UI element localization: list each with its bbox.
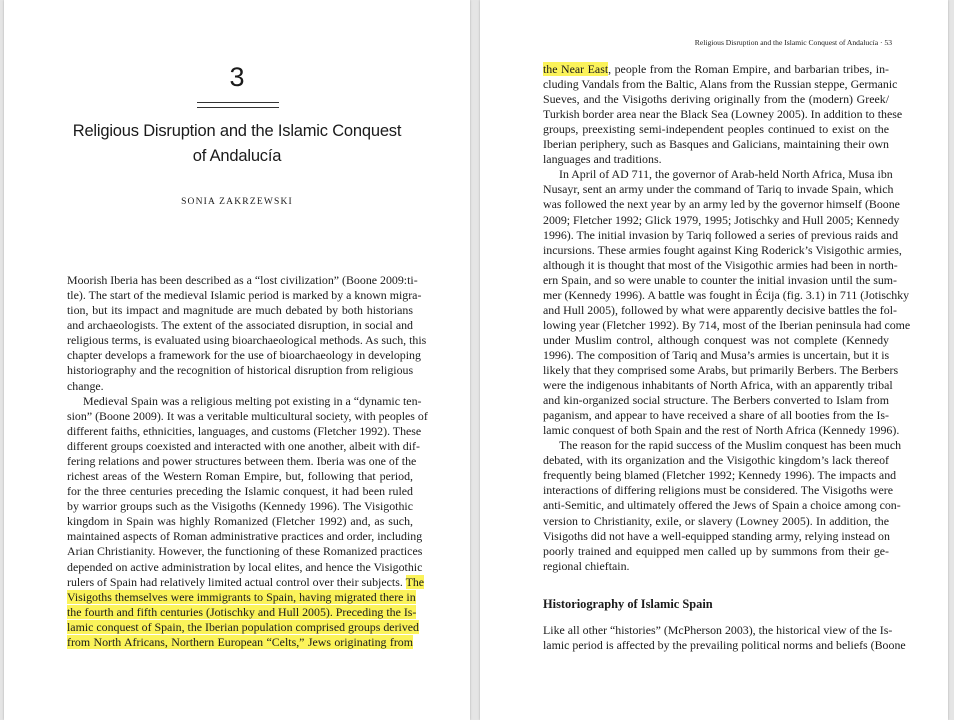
text-line <box>543 483 893 498</box>
text-line <box>67 575 425 590</box>
text-line <box>543 498 901 513</box>
text-span: anti-Semitic, and ultimately offered the Jews of Spain a choice among con- <box>543 498 901 512</box>
text-line <box>67 363 413 378</box>
text-span: under Muslim control, although conquest was not complete (Kennedy <box>543 333 889 347</box>
text-span: rulers of Spain had relatively limited actual control over their subjects. <box>67 575 406 589</box>
text-line <box>543 197 900 212</box>
text-span: 1996). The composition of Tariq and Musa’s armies is uncertain, but it is <box>543 348 890 362</box>
text-line <box>543 348 889 363</box>
text-line <box>543 623 893 638</box>
text-line <box>67 409 428 424</box>
highlighted-text: the fourth and fifth centuries (Jotischky and Hull 2005). Preceding the Is- <box>67 605 417 619</box>
text-span: 1996). The initial invasion by Tariq followed a series of previous raids and <box>543 228 899 242</box>
text-span: tion, but its impact and magnitude are much debated by both historians <box>67 303 413 317</box>
text-span: was followed the next year by an army led by the governor himself (Boone <box>543 197 900 211</box>
text-line <box>543 408 889 423</box>
text-line <box>543 288 910 303</box>
text-line <box>543 378 893 393</box>
text-span: change. <box>67 379 104 393</box>
text-span: 2009; Fletcher 1992; Glick 1979, 1995; Jotischky and Hull 2005; Kennedy <box>543 213 900 227</box>
text-span: and Hull 2005), followed by what were apparently decisive battles the fol- <box>543 303 897 317</box>
text-line <box>543 514 889 529</box>
text-span: lamic conquest of both Spain and the rest of North Africa (Kennedy 1996). <box>543 423 900 437</box>
text-line <box>67 620 420 635</box>
text-line <box>543 529 889 544</box>
text-line <box>543 137 889 152</box>
text-line <box>543 544 889 559</box>
text-line <box>67 635 413 650</box>
highlighted-text: The <box>405 575 425 589</box>
text-line <box>67 544 423 559</box>
text-span: richest areas of the Western Roman Empire, but, following that period, <box>67 469 413 483</box>
text-line <box>67 333 427 348</box>
text-span: depended on active administration by local elites, and hence the Visigothic <box>67 560 423 574</box>
text-span: were the indigenous inhabitants of North Africa, with an apparently tribal <box>543 378 893 392</box>
text-line <box>67 273 418 288</box>
text-line <box>543 453 889 468</box>
text-span: sion” (Boone 2009). It was a veritable multicultural society, with peoples of <box>67 409 428 423</box>
text-line <box>67 439 420 454</box>
text-line <box>543 62 889 77</box>
text-span: paganism, and appear to have received a share of all booties from the Is- <box>543 408 889 422</box>
text-span: incursions. These armies fought against King Roderick’s Visigothic armies, <box>543 243 902 257</box>
text-line <box>67 605 417 620</box>
text-span: Sueves, and the Visigoths deriving originally from the (modern) Greek/ <box>543 92 889 106</box>
chapter-title-line-1: Religious Disruption and the Islamic Conquest <box>72 122 402 140</box>
left-page <box>4 0 470 720</box>
text-line <box>67 348 421 363</box>
text-line <box>543 228 899 243</box>
text-line <box>543 243 902 258</box>
text-line <box>559 438 902 453</box>
text-line <box>543 318 911 333</box>
running-head: Religious Disruption and the Islamic Conquest of Andalucía · 53 <box>694 38 892 47</box>
text-span: likely that they comprised some Arabs, but primarily Berbers. The Berbers <box>543 363 899 377</box>
chapter-rule <box>197 102 279 108</box>
text-span: Iberian periphery, such as Basques and Galicians, maintaining their own <box>543 137 889 151</box>
text-line <box>543 213 900 228</box>
text-span: and kin-organized social structure. The Berbers converted to Islam from <box>543 393 889 407</box>
text-line <box>543 122 889 137</box>
text-span: ern Spain, and so were unable to counter the initial invasion until the sum- <box>543 273 897 287</box>
text-span: frequently being blamed (Fletcher 1992; Kennedy 1996). The impacts and <box>543 468 897 482</box>
text-line <box>67 379 413 394</box>
text-span: In April of AD 711, the governor of Arab-held North Africa, Musa ibn <box>559 167 893 181</box>
text-span: mer (Kennedy 1996). A battle was fought in Écija (fig. 3.1) in 711 (Jotischky <box>543 288 910 302</box>
text-span: interactions of differing religions must be considered. The Visigoths were <box>543 483 893 497</box>
text-span: fering relations and power structures between them. Iberia was one of the <box>67 454 417 468</box>
text-span: and archaeologists. The extent of the associated disruption, in social and <box>67 318 413 332</box>
text-line <box>67 318 413 333</box>
text-span: lowing year (Fletcher 1992). By 714, most of the Iberian peninsula had come <box>543 318 911 332</box>
text-line <box>67 424 422 439</box>
text-line <box>67 499 413 514</box>
text-span: tle). The start of the medieval Islamic period is marked by a known migra- <box>67 288 422 302</box>
author-name: SONIA ZAKRZEWSKI <box>181 197 293 207</box>
text-line <box>83 394 422 409</box>
text-line <box>543 77 898 92</box>
text-span: religious terms, is evaluated using bioarchaeological methods. As such, this <box>67 333 427 347</box>
highlighted-text: from North Africans, Northern European “Celts,” Jews originating from <box>67 635 413 649</box>
chapter-number: 3 <box>229 62 245 92</box>
text-line <box>67 514 413 529</box>
text-span: different faiths, ethnicities, languages, and customs (Fletcher 1992). These <box>67 424 422 438</box>
text-span: chapter develops a framework for the use of bioarchaeology in developing <box>67 348 421 362</box>
text-span: groups, preexisting semi-independent peoples continued to exist on the <box>543 122 889 136</box>
text-line <box>67 469 413 484</box>
text-span: version to Christianity, exile, or slavery (Lowney 2005). In addition, the <box>543 514 889 528</box>
text-line <box>67 454 417 469</box>
highlighted-text: lamic conquest of Spain, the Iberian population comprised groups derived <box>67 620 420 634</box>
chapter-title-line-2: of Andalucía <box>192 147 282 165</box>
text-line <box>67 529 423 544</box>
text-line <box>543 393 889 408</box>
text-line <box>67 303 413 318</box>
text-span: Nusayr, sent an army under the command of Tariq to invade Spain, which <box>543 182 894 196</box>
text-line <box>543 258 898 273</box>
text-span: Moorish Iberia has been described as a “lost civilization” (Boone 2009:ti- <box>67 273 418 287</box>
text-span: poorly trained and equipped men called up by summons from their ge- <box>543 544 889 558</box>
text-line <box>543 638 906 653</box>
text-line <box>543 468 897 483</box>
text-span: debated, with its organization and the Visigothic kingdom’s lack thereof <box>543 453 889 467</box>
text-line <box>543 92 889 107</box>
text-line <box>67 560 423 575</box>
text-line <box>559 167 893 182</box>
text-line <box>67 288 422 303</box>
text-span: Like all other “histories” (McPherson 2003), the historical view of the Is- <box>543 623 893 637</box>
text-span: The reason for the rapid success of the Muslim conquest has been much <box>559 438 902 452</box>
text-line <box>543 273 897 288</box>
text-line <box>543 559 889 574</box>
text-span: historiography and the recognition of historical disruption from religious <box>67 363 414 377</box>
text-span: languages and traditions. <box>543 152 662 166</box>
text-line <box>67 484 413 499</box>
text-span: , people from the Roman Empire, and barbarian tribes, in- <box>608 62 889 76</box>
text-span: kingdom in Spain was highly Romanized (Fletcher 1992) and, as such, <box>67 514 413 528</box>
text-span: although it is thought that most of the Visigothic armies had been in north- <box>543 258 898 272</box>
text-span: by warrior groups such as the Visigoths (Kennedy 1996). The Visigothic <box>67 499 413 513</box>
text-span: cluding Vandals from the Baltic, Alans from the Russian steppe, Germanic <box>543 77 898 91</box>
text-line <box>543 182 894 197</box>
text-line <box>543 333 889 348</box>
right-page <box>480 0 948 720</box>
text-line <box>543 107 903 122</box>
text-span: Turkish border area near the Black Sea (Lowney 2005). In addition to these <box>543 107 903 121</box>
text-span: Visigoths did not have a well-equipped standing army, relying instead on <box>543 529 890 543</box>
text-span: different groups coexisted and interacted with one another, albeit with dif- <box>67 439 420 453</box>
text-line <box>67 590 416 605</box>
text-span: maintained aspects of Roman administrative practices and order, including <box>67 529 423 543</box>
section-heading: Historiography of Islamic Spain <box>543 597 713 611</box>
text-line <box>543 423 900 438</box>
highlighted-text: the Near East <box>543 62 609 76</box>
text-line <box>543 363 899 378</box>
text-line <box>543 152 889 167</box>
text-span: for the three centuries preceding the Islamic conquest, it had been ruled <box>67 484 413 498</box>
text-span: Arian Christianity. However, the functioning of these Romanized practices <box>67 544 423 558</box>
text-span: regional chieftain. <box>543 559 630 573</box>
text-span: Medieval Spain was a religious melting pot existing in a “dynamic ten- <box>83 394 422 408</box>
text-span: lamic period is affected by the prevailing political norms and beliefs (Boone <box>543 638 906 652</box>
text-line <box>543 303 897 318</box>
highlighted-text: Visigoths themselves were immigrants to Spain, having migrated there in <box>67 590 416 604</box>
